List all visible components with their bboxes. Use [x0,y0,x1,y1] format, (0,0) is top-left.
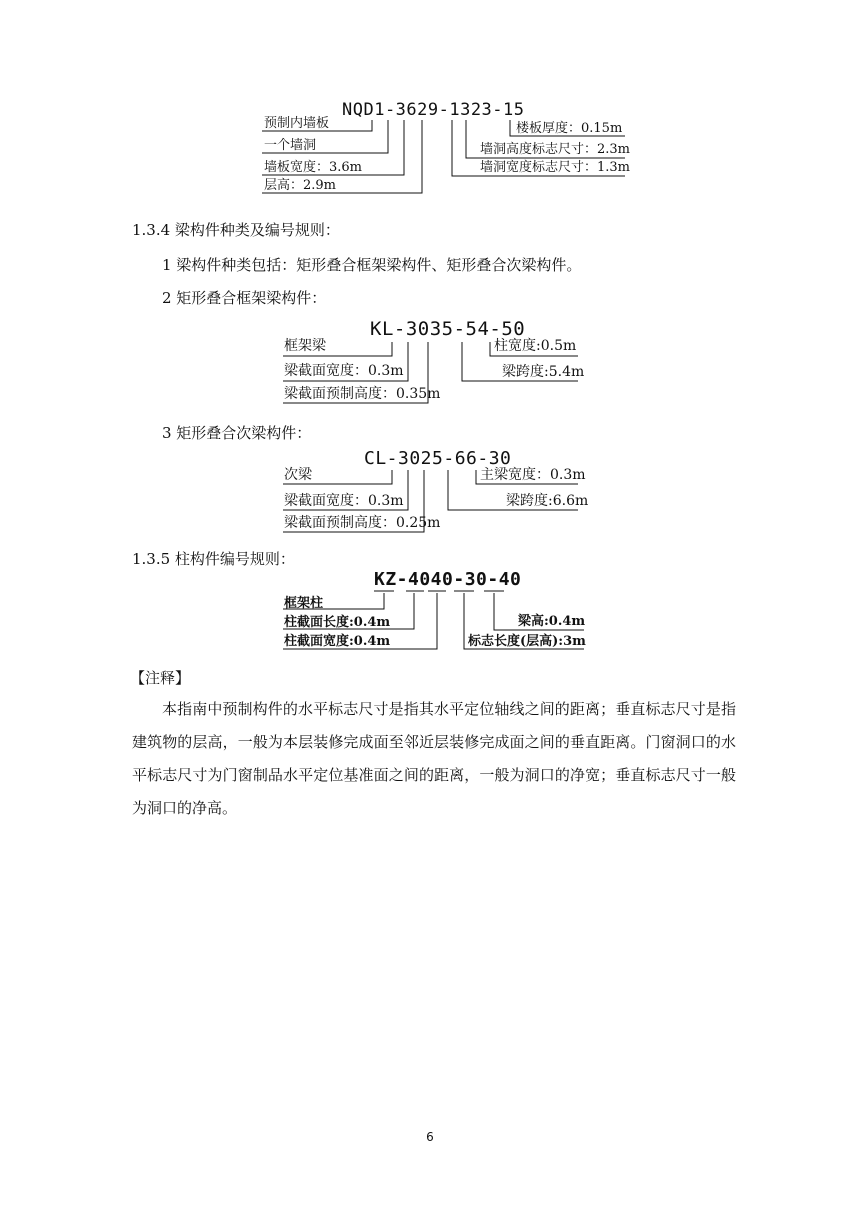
secondary-beam-item: 3 矩形叠合次梁构件： [162,424,312,442]
kz-label-length: 柱截面长度:0.4m [284,615,391,630]
kl-code: KL-3035-54-50 [370,318,526,340]
kl-label-type: 框架梁 [284,338,326,354]
frame-beam-item: 2 矩形叠合框架梁构件： [162,289,327,307]
kl-label-precast-height: 梁截面预制高度：0.35m [284,386,441,402]
nqd-label-hole-height: 墙洞高度标志尺寸：2.3m [480,142,631,157]
note-title: 【注释】 [130,669,191,687]
kz-label-width: 柱截面宽度:0.4m [284,634,391,649]
nqd-label-type: 预制内墙板 [264,116,330,131]
kz-label-storey-height: 标志长度(层高):3m [468,634,586,649]
cl-label-precast-height: 梁截面预制高度：0.25m [284,515,441,531]
section-heading-1-3-5: 1.3.5 柱构件编号规则： [132,550,295,568]
kl-label-span: 梁跨度:5.4m [502,364,585,380]
nqd-label-height: 层高：2.9m [264,178,337,193]
note-paragraph [132,693,736,825]
kl-label-column-width: 柱宽度:0.5m [494,338,577,354]
note-text: 本指南中预制构件的水平标志尺寸是指其水平定位轴线之间的距离；垂直标志尺寸是指建筑物的层高，一般为本层装修完成面至邻近层装修完成面之间的垂直距离。门窗洞口的水平标志尺寸为门窗制品水平定位基准面之间的距离，一般为洞口的净宽；垂直标志尺寸一般为洞口的净高。 [132,700,736,817]
nqd-label-width: 墙板宽度：3.6m [264,160,363,175]
cl-label-width: 梁截面宽度：0.3m [284,493,404,509]
nqd-code: NQD1-3629-1323-15 [342,100,525,120]
kl-label-width: 梁截面宽度：0.3m [284,363,404,379]
cl-label-span: 梁跨度:6.6m [506,493,589,509]
nqd-label-hole-width: 墙洞宽度标志尺寸：1.3m [480,160,631,175]
kz-label-beam-height: 梁高:0.4m [518,614,586,629]
cl-label-type: 次梁 [284,467,312,483]
cl-code: CL-3025-66-30 [364,448,512,469]
nqd-label-opening: 一个墙洞 [264,138,317,153]
cl-label-main-beam-width: 主梁宽度：0.3m [480,467,586,483]
page-number: 6 [426,1130,434,1144]
nqd-label-slab: 楼板厚度：0.15m [516,121,623,136]
section-heading-1-3-4: 1.3.4 梁构件种类及编号规则： [132,221,340,239]
kz-code: KZ-4040-30-40 [374,569,522,590]
kz-label-type: 框架柱 [284,596,324,611]
beam-types-item: 1 梁构件种类包括：矩形叠合框架梁构件、矩形叠合次梁构件。 [162,256,582,274]
